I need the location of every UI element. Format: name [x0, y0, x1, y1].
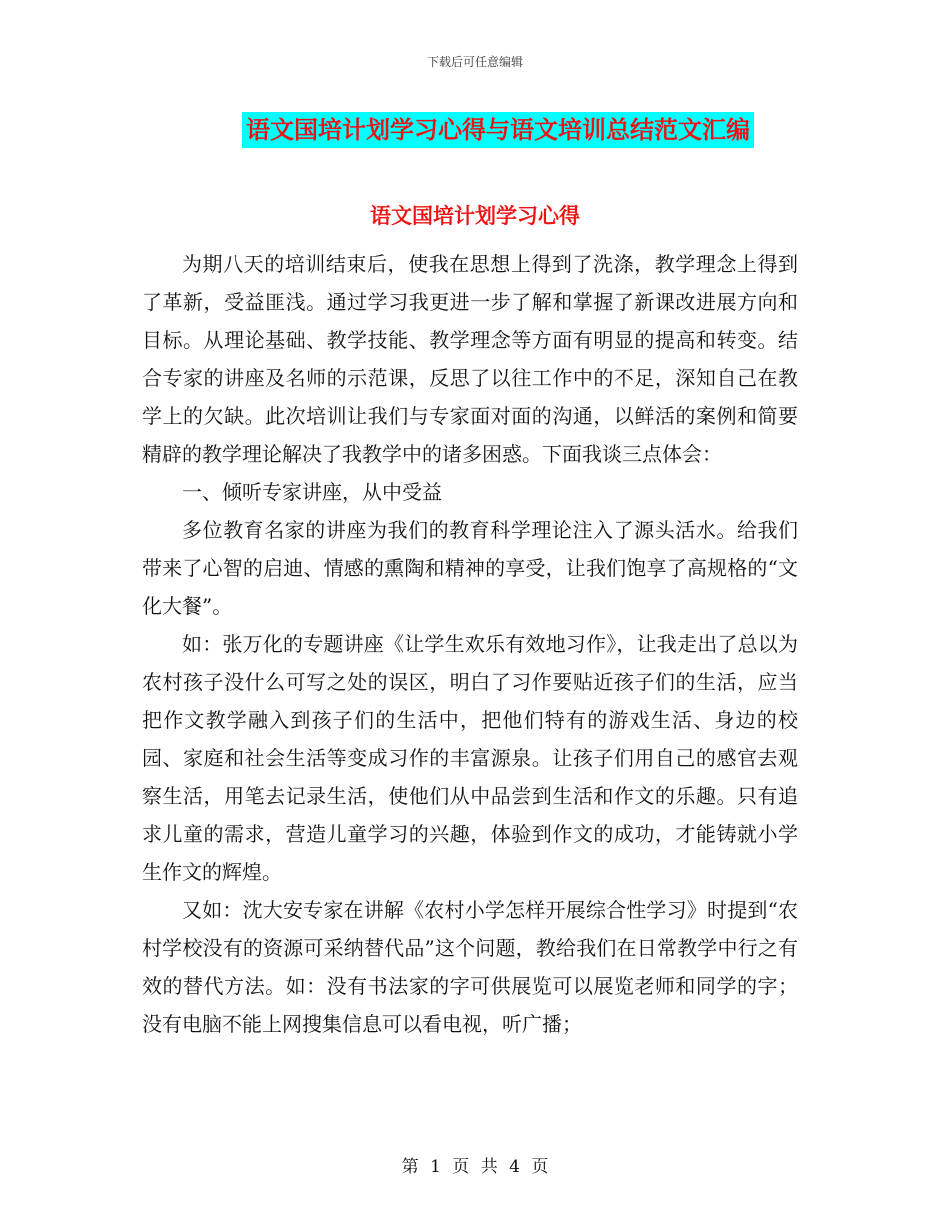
paragraph-example-1: 如：张万化的专题讲座《让学生欢乐有效地习作》，让我走出了总以为农村孩子没什么可写之处的误区，明白了习作要贴近孩子们的生活，应当把作文教学融入到孩子们的生活中，把他们特有的游戏生活、身边的校园、家庭和社会生活等变成习作的丰富源泉。让孩子们用自己的感官去观察生活，用笔去记录生活，使他们从中品尝到生活和作文的乐趣。只有追求儿童的需求，营造儿童学习的兴趣，体验到作文的成功，才能铸就小学生作文的辉煌。 [142, 632, 798, 884]
document-title: 语文国培计划学习心得与语文培训总结范文汇编 [242, 112, 754, 148]
section-title: 语文国培计划学习心得 [370, 204, 580, 228]
body-text [142, 245, 798, 1043]
paragraph-lectures: 多位教育名家的讲座为我们的教育科学理论注入了源头活水。给我们带来了心智的启迪、情感的熏陶和精神的享受，让我们饱享了高规格的“文化大餐”。 [142, 518, 798, 618]
page-footer: 第 1 页 共 4 页 [401, 1157, 549, 1177]
paragraph-intro: 为期八天的培训结束后，使我在思想上得到了洗涤，教学理念上得到了革新，受益匪浅。通过学习我更进一步了解和掌握了新课改进展方向和目标。从理论基础、教学技能、教学理念等方面有明显的提高和转变。结合专家的讲座及名师的示范课，反思了以往工作中的不足，深知自己在教学上的欠缺。此次培训让我们与专家面对面的沟通，以鲜活的案例和简要精辟的教学理论解决了我教学中的诸多困惑。下面我谈三点体会： [142, 252, 798, 466]
paragraph-example-2: 又如：沈大安专家在讲解《农村小学怎样开展综合性学习》时提到“农村学校没有的资源可采纳替代品”这个问题，教给我们在日常教学中行之有效的替代方法。如：没有书法家的字可供展览可以展览老师和同学的字；没有电脑不能上网搜集信息可以看电视，听广播； [142, 898, 798, 1036]
paragraph-heading-1: 一、倾听专家讲座，从中受益 [182, 480, 442, 504]
document-title-container [0, 112, 950, 148]
header-note: 下载后可任意编辑 [426, 55, 523, 69]
